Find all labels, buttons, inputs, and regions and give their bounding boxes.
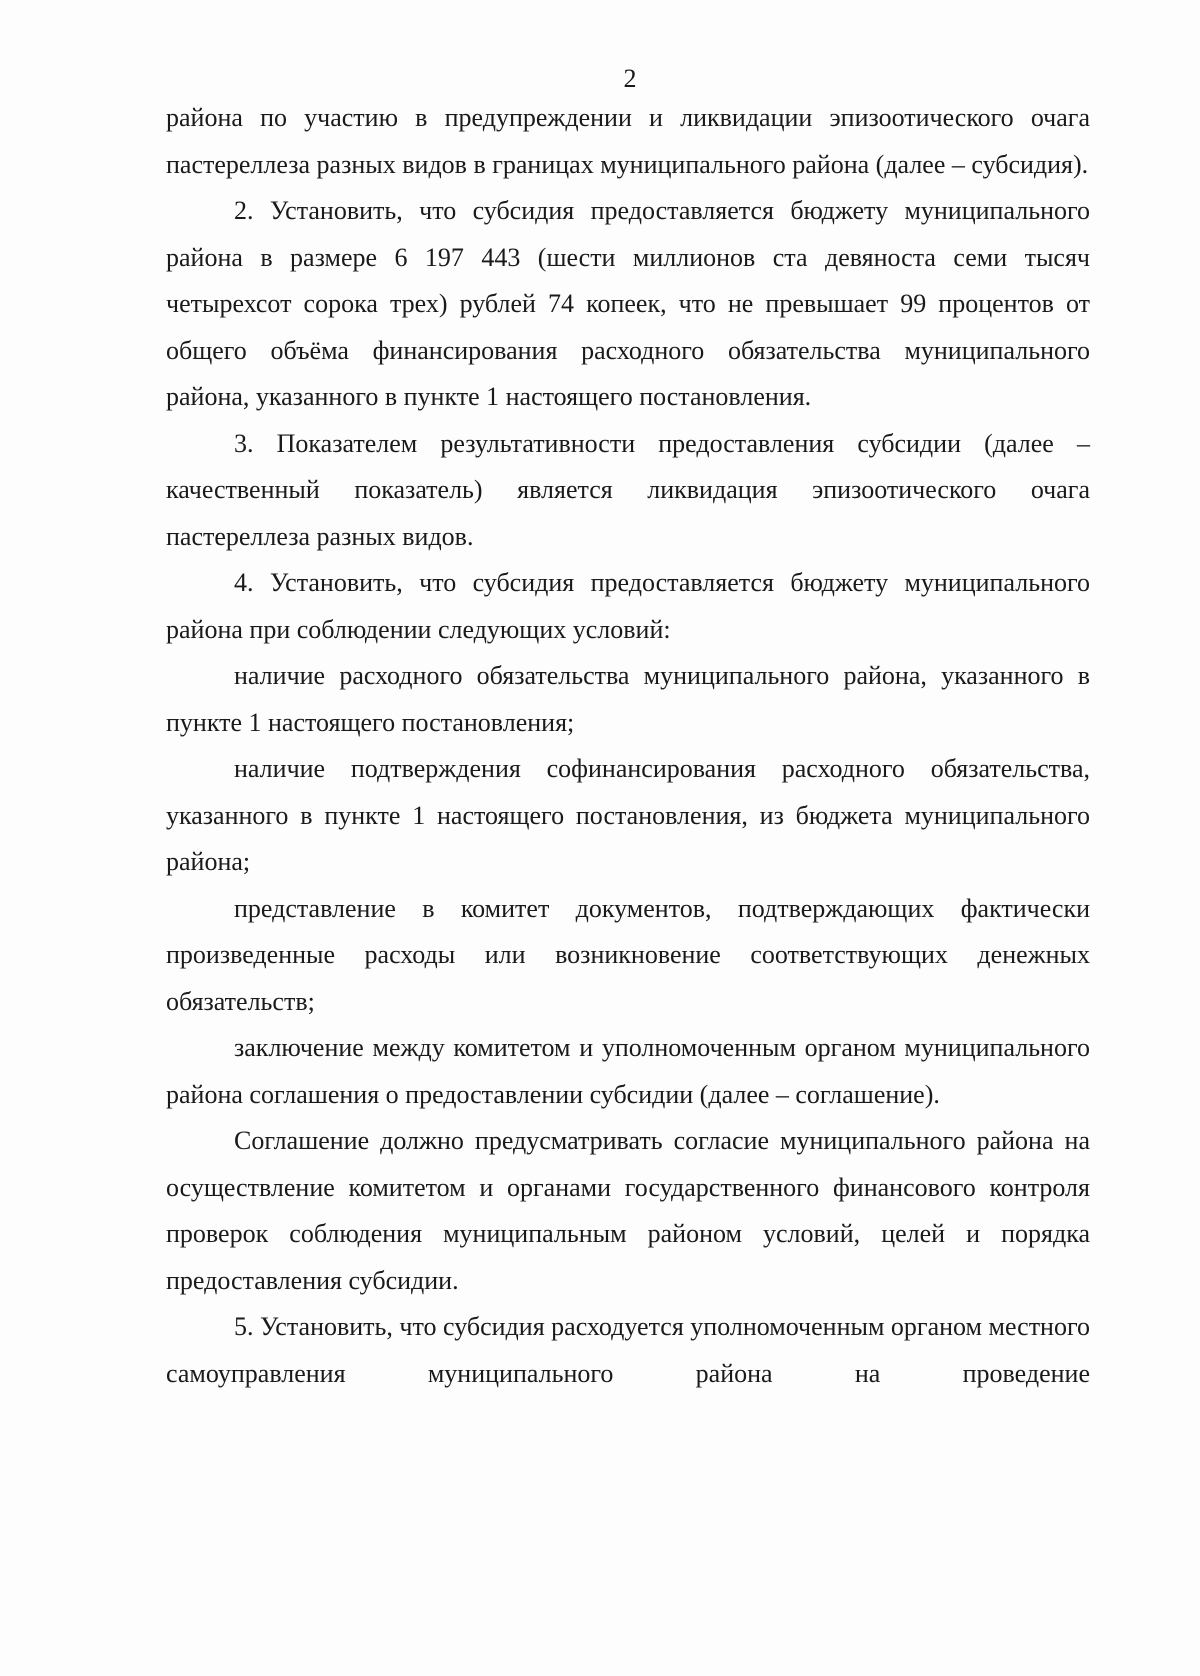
page-number: 2 bbox=[623, 64, 637, 93]
paragraph-continuation: района по участию в предупреждении и ликвидации эпизоотического очага пастереллеза разных видов в границах муниципального района (далее – субсидия). bbox=[166, 103, 1090, 179]
paragraph-item-4: 4. Установить, что субсидия предоставляется бюджету муниципального района при соблюдении следующих условий: bbox=[166, 568, 1090, 644]
paragraph-condition-1: наличие расходного обязательства муниципального района, указанного в пункте 1 настоящего постановления; bbox=[166, 661, 1090, 737]
document-body bbox=[166, 95, 1090, 1397]
paragraph-condition-2: наличие подтверждения софинансирования расходного обязательства, указанного в пункте 1 настоящего постановления, из бюджета муниципального района; bbox=[166, 754, 1090, 876]
paragraph-condition-3: представление в комитет документов, подтверждающих фактически произведенные расходы или возникновение соответствующих денежных обязательств; bbox=[166, 893, 1090, 1016]
paragraph-item-2: 2. Установить, что субсидия предоставляется бюджету муниципального района в размере 6 197 443 (шести миллионов ста девяноста семи тысяч четырехсот сорока трех) рублей 74 копеек, что не превышает 99 процентов от общего объёма финансирования расходного обязательства муниципального района, указанного в пункте 1 настоящего постановления. bbox=[166, 196, 1090, 411]
paragraph-condition-4: заключение между комитетом и уполномоченным органом муниципального района соглашения о предоставлении субсидии (далее – соглашение). bbox=[166, 1033, 1090, 1109]
paragraph-item-5: 5. Установить, что субсидия расходуется уполномоченным органом местного самоуправления муниципального района на проведение bbox=[166, 1312, 1090, 1388]
paragraph-agreement: Соглашение должно предусматривать согласие муниципального района на осуществление комитетом и органами государственного финансового контроля проверок соблюдения муниципальным районом условий, целей и порядка предоставления субсидии. bbox=[166, 1126, 1090, 1295]
paragraph-item-3: 3. Показателем результативности предоставления субсидии (далее – качественный показатель) является ликвидация эпизоотического очага пастереллеза разных видов. bbox=[166, 428, 1090, 551]
